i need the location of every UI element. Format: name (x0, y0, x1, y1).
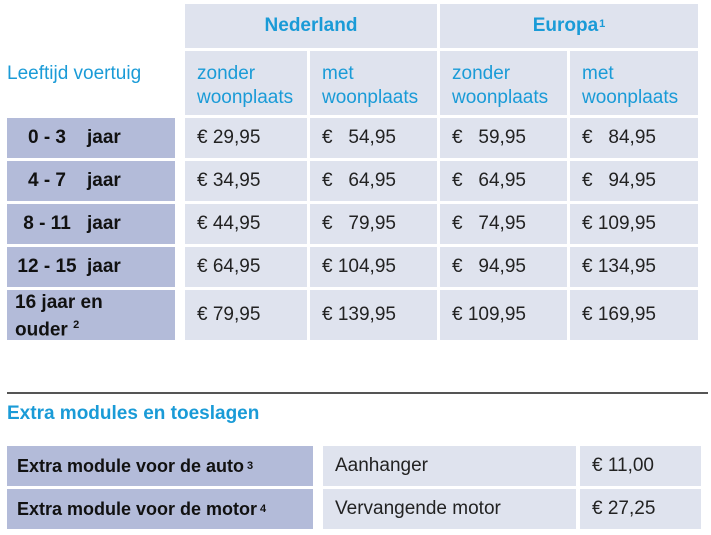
subheader-eu-zonder-l2: woonplaats (452, 87, 549, 108)
age-range: 12 - 15 (17, 256, 77, 277)
age-range: 16 jaar en (15, 292, 103, 313)
age-unit: jaar (87, 256, 121, 277)
extra-module-item: Aanhanger (323, 446, 576, 486)
age-unit: jaar (87, 127, 121, 148)
table-row-age (7, 247, 175, 287)
price-eu-zonder: € 109,95 (440, 290, 567, 340)
extra-module-price: € 27,25 (580, 489, 701, 529)
subheader-nl-met-l2: woonplaats (322, 87, 419, 108)
table-row-age (7, 204, 175, 244)
extras-title: Extra modules en toeslagen (7, 403, 260, 424)
price-eu-met: € 169,95 (570, 290, 698, 340)
price-nl-zonder: € 34,95 (185, 161, 307, 201)
price-eu-zonder: € 59,95 (440, 118, 567, 158)
price-eu-met: € 109,95 (570, 204, 698, 244)
age-range: 0 - 3 (27, 127, 67, 148)
price-nl-met: € 104,95 (310, 247, 437, 287)
age-range: 8 - 11 (23, 213, 71, 234)
age-footnote: 2 (73, 319, 80, 331)
header-nederland-text: Nederland (264, 15, 358, 36)
extra-module-label (7, 489, 313, 529)
price-nl-met: € 139,95 (310, 290, 437, 340)
extra-module-item: Vervangende motor (323, 489, 576, 529)
subheader-eu-zonder (440, 51, 567, 115)
price-eu-zonder: € 74,95 (440, 204, 567, 244)
extra-module-footnote: 4 (260, 503, 267, 515)
price-nl-met: € 64,95 (310, 161, 437, 201)
subheader-nl-zonder-l1: zonder (197, 63, 256, 84)
extra-module-label-text: Extra module voor de auto (17, 455, 245, 476)
subheader-eu-met-l2: woonplaats (582, 87, 679, 108)
extra-module-price: € 11,00 (580, 446, 701, 486)
extra-module-label-text: Extra module voor de motor (17, 498, 258, 519)
table-row-age (7, 290, 175, 340)
age-range: 4 - 7 (27, 170, 67, 191)
row-header-label: Leeftijd voertuig (7, 63, 142, 84)
extra-module-footnote: 3 (247, 460, 254, 472)
subheader-eu-met-l1: met (582, 63, 614, 84)
price-eu-zonder: € 64,95 (440, 161, 567, 201)
price-nl-zonder: € 44,95 (185, 204, 307, 244)
age-unit: ouder (15, 319, 68, 341)
age-unit: jaar (87, 213, 121, 234)
subheader-nl-zonder (185, 51, 307, 115)
subheader-eu-met (570, 51, 698, 115)
price-eu-zonder: € 94,95 (440, 247, 567, 287)
header-europa-footnote: 1 (599, 18, 606, 30)
table-row-age (7, 118, 175, 158)
price-nl-zonder: € 29,95 (185, 118, 307, 158)
subheader-eu-zonder-l1: zonder (452, 63, 511, 84)
price-eu-met: € 134,95 (570, 247, 698, 287)
price-nl-zonder: € 64,95 (185, 247, 307, 287)
subheader-nl-zonder-l2: woonplaats (197, 87, 294, 108)
price-nl-met: € 79,95 (310, 204, 437, 244)
price-nl-met: € 54,95 (310, 118, 437, 158)
price-eu-met: € 94,95 (570, 161, 698, 201)
extra-module-label (7, 446, 313, 486)
header-europa-text: Europa (532, 15, 599, 36)
age-unit: jaar (87, 170, 121, 191)
section-divider (7, 392, 708, 394)
header-nederland (185, 4, 437, 48)
price-eu-met: € 84,95 (570, 118, 698, 158)
subheader-nl-met-l1: met (322, 63, 354, 84)
subheader-nl-met (310, 51, 437, 115)
price-nl-zonder: € 79,95 (185, 290, 307, 340)
table-row-age (7, 161, 175, 201)
header-europa (440, 4, 698, 48)
